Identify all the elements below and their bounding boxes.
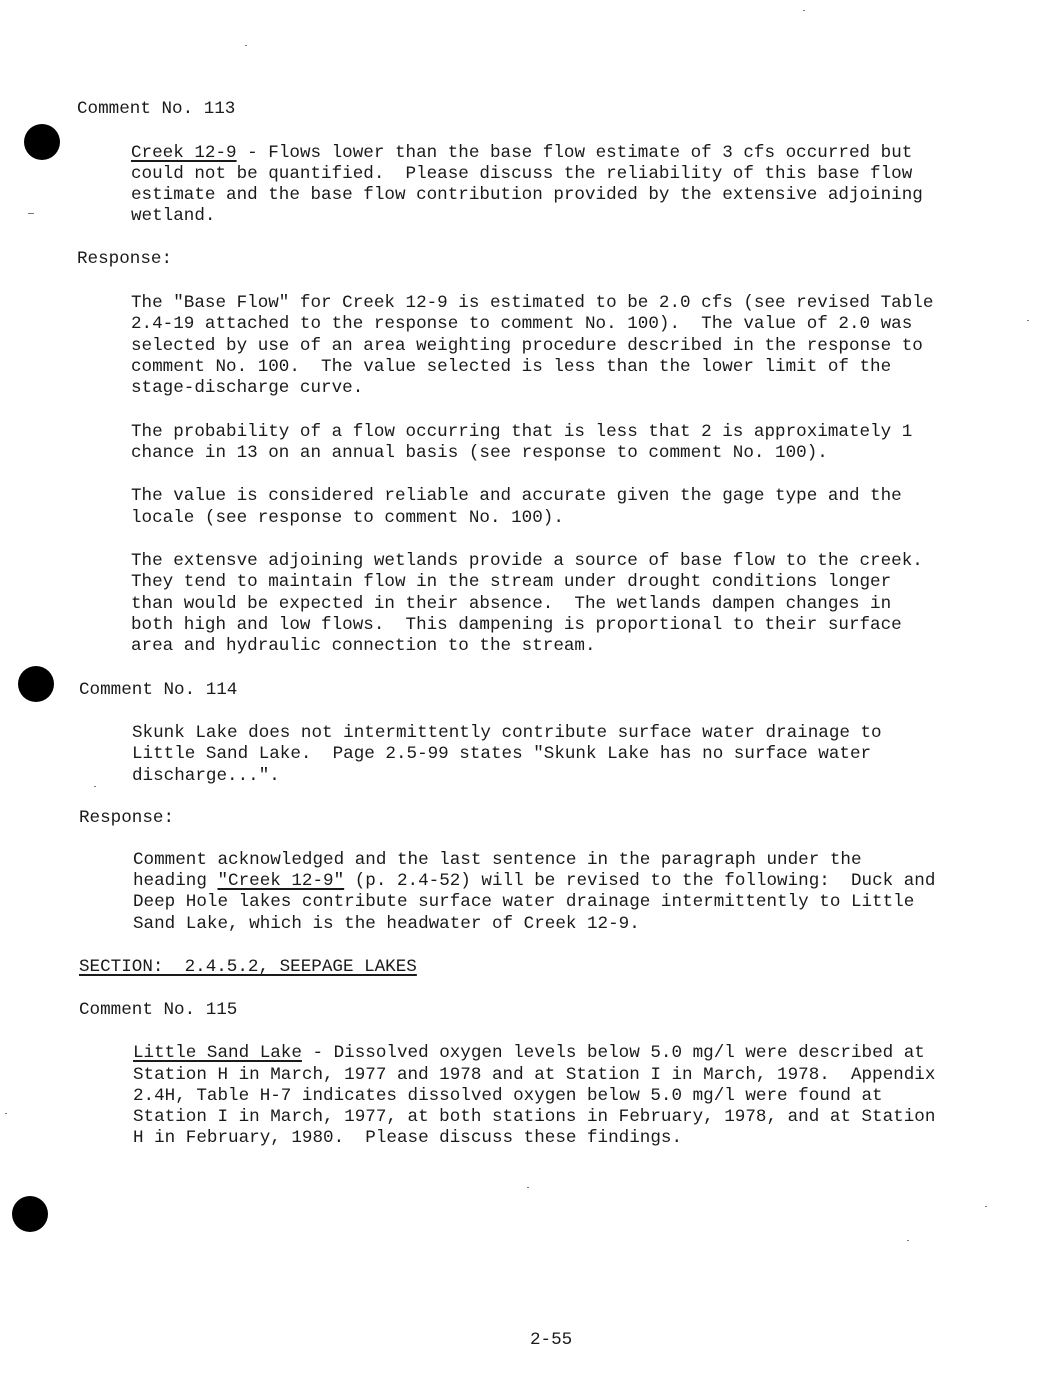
scan-speck xyxy=(907,1240,909,1241)
response-113-p1-line: comment No. 100. The value selected is less than the lower limit of the xyxy=(131,357,892,377)
comment-114-response-label: Response: xyxy=(79,808,175,828)
comment-114-body-line: discharge...". xyxy=(132,766,280,786)
comment-115-first-line xyxy=(133,1043,925,1065)
punch-hole-top xyxy=(24,124,60,160)
comment-113-subject: Creek 12-9 xyxy=(131,143,237,163)
comment-113-first-line-text: - Flows lower than the base flow estimate of 3 cfs occurred but xyxy=(236,143,913,163)
response-113-p2-line: chance in 13 on an annual basis (see response to comment No. 100). xyxy=(131,443,828,463)
response-113-p1-line: selected by use of an area weighting procedure described in the response to xyxy=(131,336,923,356)
response-113-p2-line: The probability of a flow occurring that is less that 2 is approximately 1 xyxy=(131,422,913,442)
scan-speck xyxy=(245,45,247,46)
response-114-line-text: (p. 2.4-52) will be revised to the following: Duck and xyxy=(344,871,936,891)
response-114-line: Comment acknowledged and the last sentence in the paragraph under the xyxy=(133,850,862,870)
comment-114-heading: Comment No. 114 xyxy=(79,680,238,700)
response-113-p1-line: 2.4-19 attached to the response to comment No. 100). The value of 2.0 was xyxy=(131,314,913,334)
comment-113-body-line: estimate and the base flow contribution provided by the extensive adjoining xyxy=(131,185,923,205)
response-113-p3-line: The value is considered reliable and accurate given the gage type and the xyxy=(131,486,902,506)
response-113-p3-line: locale (see response to comment No. 100). xyxy=(131,508,564,528)
comment-115-first-line-text: - Dissolved oxygen levels below 5.0 mg/l were described at xyxy=(301,1043,925,1063)
scan-speck xyxy=(985,1206,987,1207)
response-113-p1-line: stage-discharge curve. xyxy=(131,378,364,398)
punch-hole-bottom xyxy=(12,1196,48,1232)
comment-115-body-line: 2.4H, Table H-7 indicates dissolved oxygen below 5.0 mg/l were found at xyxy=(133,1086,883,1106)
comment-113-heading: Comment No. 113 xyxy=(77,99,236,119)
comment-114-body-line: Skunk Lake does not intermittently contribute surface water drainage to xyxy=(132,723,882,743)
scan-speck xyxy=(803,10,805,11)
response-114-underlined-heading: "Creek 12-9" xyxy=(217,871,345,891)
response-114-line: Sand Lake, which is the headwater of Creek 12-9. xyxy=(133,914,640,934)
response-113-p1-line: The "Base Flow" for Creek 12-9 is estimated to be 2.0 cfs (see revised Table xyxy=(131,293,934,313)
response-114-line: Deep Hole lakes contribute surface water drainage intermittently to Little xyxy=(133,892,915,912)
comment-115-heading: Comment No. 115 xyxy=(79,1000,238,1020)
response-113-p4-line: area and hydraulic connection to the stream. xyxy=(131,636,596,656)
comment-114-body-line: Little Sand Lake. Page 2.5-99 states "Skunk Lake has no surface water xyxy=(132,744,872,764)
section-heading: SECTION: 2.4.5.2, SEEPAGE LAKES xyxy=(79,957,417,977)
comment-113-body-line: could not be quantified. Please discuss the reliability of this base flow xyxy=(131,164,913,184)
comment-113-response-label: Response: xyxy=(77,249,173,269)
scan-speck xyxy=(527,1187,529,1188)
comment-113-first-line xyxy=(131,143,912,165)
page-number: 2-55 xyxy=(530,1330,573,1350)
response-114-line-text: heading xyxy=(133,871,218,891)
comment-115-subject: Little Sand Lake xyxy=(133,1043,302,1063)
response-113-p4-line: than would be expected in their absence. The wetlands dampen changes in xyxy=(131,594,892,614)
comment-115-body-line: Station I in March, 1977, at both stations in February, 1978, and at Station xyxy=(133,1107,936,1127)
comment-115-body-line: Station H in March, 1977 and 1978 and at Station I in March, 1978. Appendix xyxy=(133,1065,936,1085)
comment-115-body-line: H in February, 1980. Please discuss these findings. xyxy=(133,1128,683,1148)
response-113-p4-line: The extensve adjoining wetlands provide a source of base flow to the creek. xyxy=(131,551,923,571)
scan-speck xyxy=(94,786,96,787)
response-114-line xyxy=(133,871,935,893)
punch-hole-middle xyxy=(18,666,54,702)
scan-speck xyxy=(28,213,34,214)
comment-113-body-line: wetland. xyxy=(131,206,216,226)
response-113-p4-line: They tend to maintain flow in the stream under drought conditions longer xyxy=(131,572,892,592)
scan-speck xyxy=(5,1113,7,1114)
response-113-p4-line: both high and low flows. This dampening is proportional to their surface xyxy=(131,615,902,635)
scan-speck xyxy=(1027,320,1029,321)
